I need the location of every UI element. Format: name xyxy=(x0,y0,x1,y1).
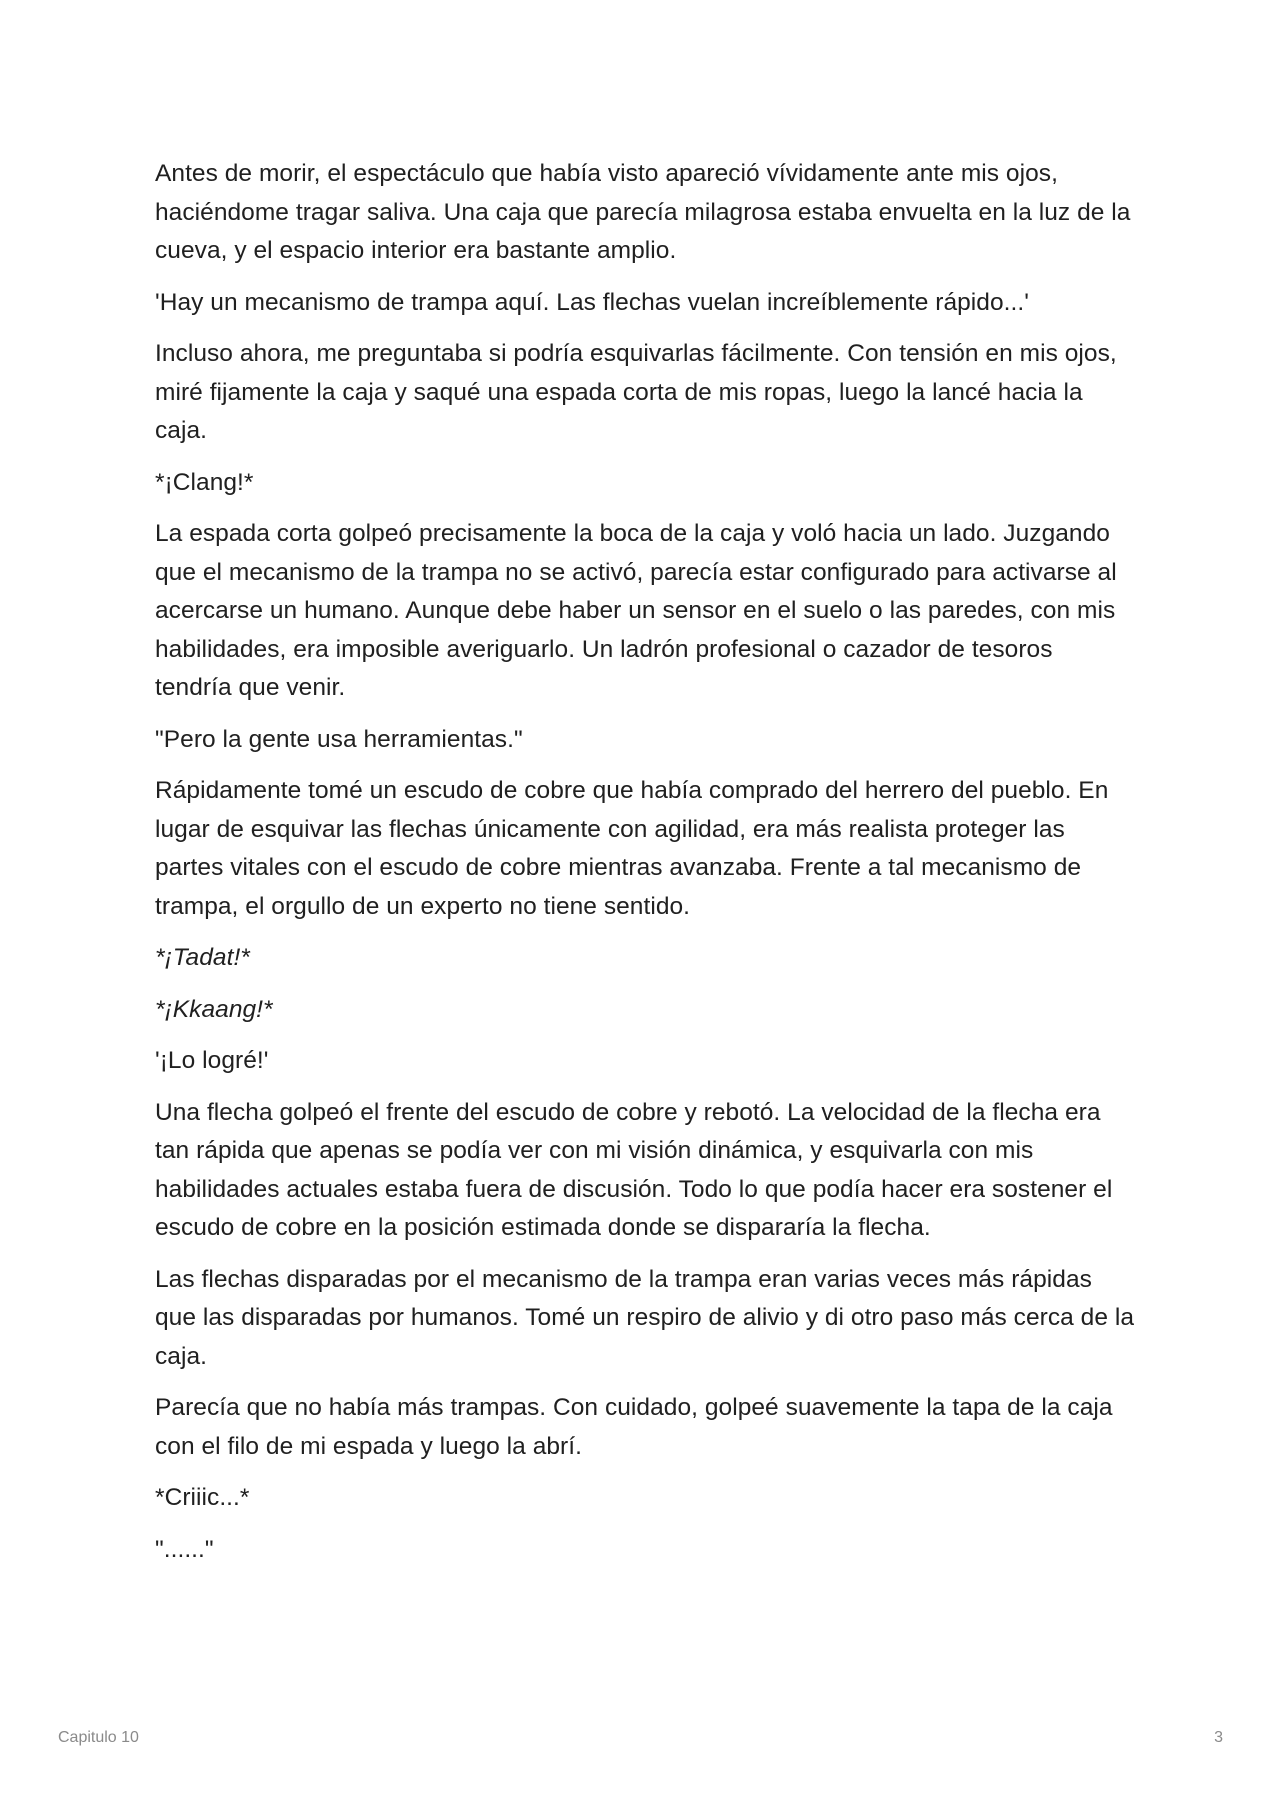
paragraph: "......" xyxy=(155,1535,214,1563)
paragraph: 'Hay un mecanismo de trampa aquí. Las flechas vuelan increíblemente rápido...' xyxy=(155,288,1029,316)
paragraph: '¡Lo logré!' xyxy=(155,1047,269,1074)
paragraph: *¡Clang!* xyxy=(155,468,254,496)
paragraph: Incluso ahora, me preguntaba si podría esquivarlas fácilmente. Con tensión en mis ojos, miré fijamente la caja y saqué una espada corta de mis ropas, luego la lancé hacia la caja. xyxy=(155,340,1117,444)
paragraph: *Criiic...* xyxy=(155,1484,250,1511)
footer-page-number: 3 xyxy=(1214,1729,1223,1746)
paragraph: Una flecha golpeó el frente del escudo de cobre y rebotó. La velocidad de la flecha era tan rápida que apenas se podía ver con mi visión dinámica, y esquivarla con mis habilidades actuales estaba fuera de discusión. Todo lo que podía hacer era sostener el escudo de cobre en la posición estimada donde se dispararía la flecha. xyxy=(155,1098,1113,1241)
paragraph: "Pero la gente usa herramientas." xyxy=(155,725,523,753)
paragraph: *¡Tadat!* xyxy=(155,944,250,971)
chapter-body xyxy=(155,155,1135,1582)
paragraph: *¡Kkaang!* xyxy=(155,995,273,1023)
paragraph: Rápidamente tomé un escudo de cobre que había comprado del herrero del pueblo. En lugar de esquivar las flechas únicamente con agilidad, era más realista proteger las partes vitales con el escudo de cobre mientras avanzaba. Frente a tal mecanismo de trampa, el orgullo de un experto no tiene sentido. xyxy=(155,777,1109,920)
paragraph: La espada corta golpeó precisamente la boca de la caja y voló hacia un lado. Juzgando que el mecanismo de la trampa no se activó, parecía estar configurado para activarse al acercarse un humano. Aunque debe haber un sensor en el suelo o las paredes, con mis habilidades, era imposible averiguarlo. Un ladrón profesional o cazador de tesoros tendría que venir. xyxy=(155,520,1117,701)
paragraph: Antes de morir, el espectáculo que había visto apareció vívidamente ante mis ojos, haciéndome tragar saliva. Una caja que parecía milagrosa estaba envuelta en la luz de la cueva, y el espacio interior era bastante amplio. xyxy=(155,160,1131,264)
footer-chapter-label: Capitulo 10 xyxy=(58,1729,139,1746)
paragraph: Parecía que no había más trampas. Con cuidado, golpeé suavemente la tapa de la caja con el filo de mi espada y luego la abrí. xyxy=(155,1394,1113,1460)
paragraph: Las flechas disparadas por el mecanismo de la trampa eran varias veces más rápidas que las disparadas por humanos. Tomé un respiro de alivio y di otro paso más cerca de la caja. xyxy=(155,1265,1135,1370)
